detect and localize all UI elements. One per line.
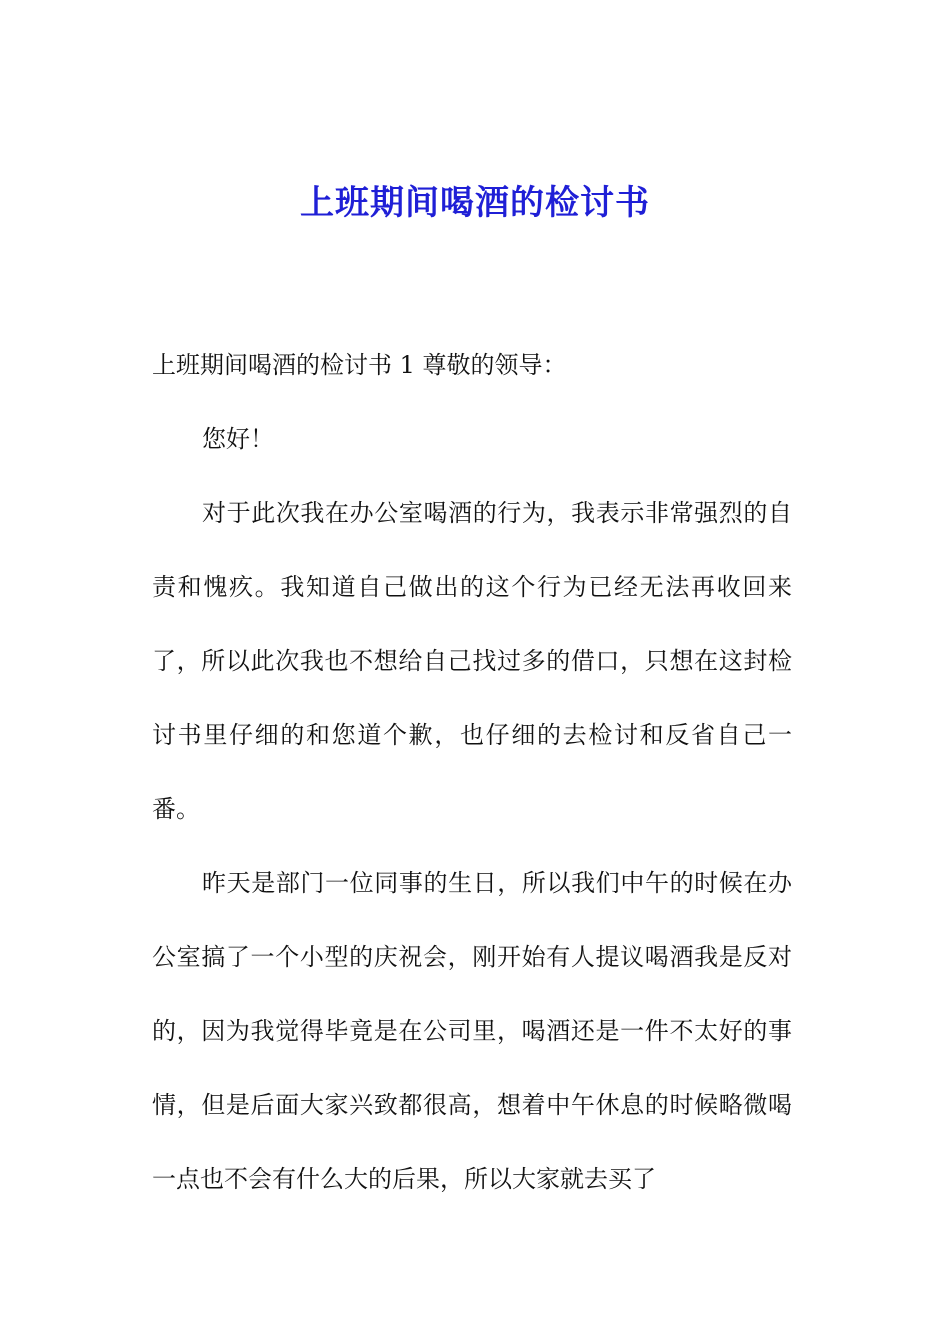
greeting-paragraph: 您好！ (202, 425, 274, 453)
document-title: 上班期间喝酒的检讨书 (300, 183, 650, 223)
salutation-line: 上班期间喝酒的检讨书 1 尊敬的领导： (152, 351, 567, 379)
document-body (152, 328, 792, 1216)
body-paragraph: 昨天是部门一位同事的生日，所以我们中午的时候在办公室搞了一个小型的庆祝会，刚开始有人提议喝酒我是反对的，因为我觉得毕竟是在公司里，喝酒还是一件不太好的事情，但是后面大家兴致都很高，想着中午休息的时候略微喝一点也不会有什么大的后果，所以大家就去买了 (152, 869, 792, 1193)
body-paragraph: 对于此次我在办公室喝酒的行为，我表示非常强烈的自责和愧疚。我知道自己做出的这个行为已经无法再收回来了，所以此次我也不想给自己找过多的借口，只想在这封检讨书里仔细的和您道个歉，也仔细的去检讨和反省自己一番。 (152, 499, 792, 823)
